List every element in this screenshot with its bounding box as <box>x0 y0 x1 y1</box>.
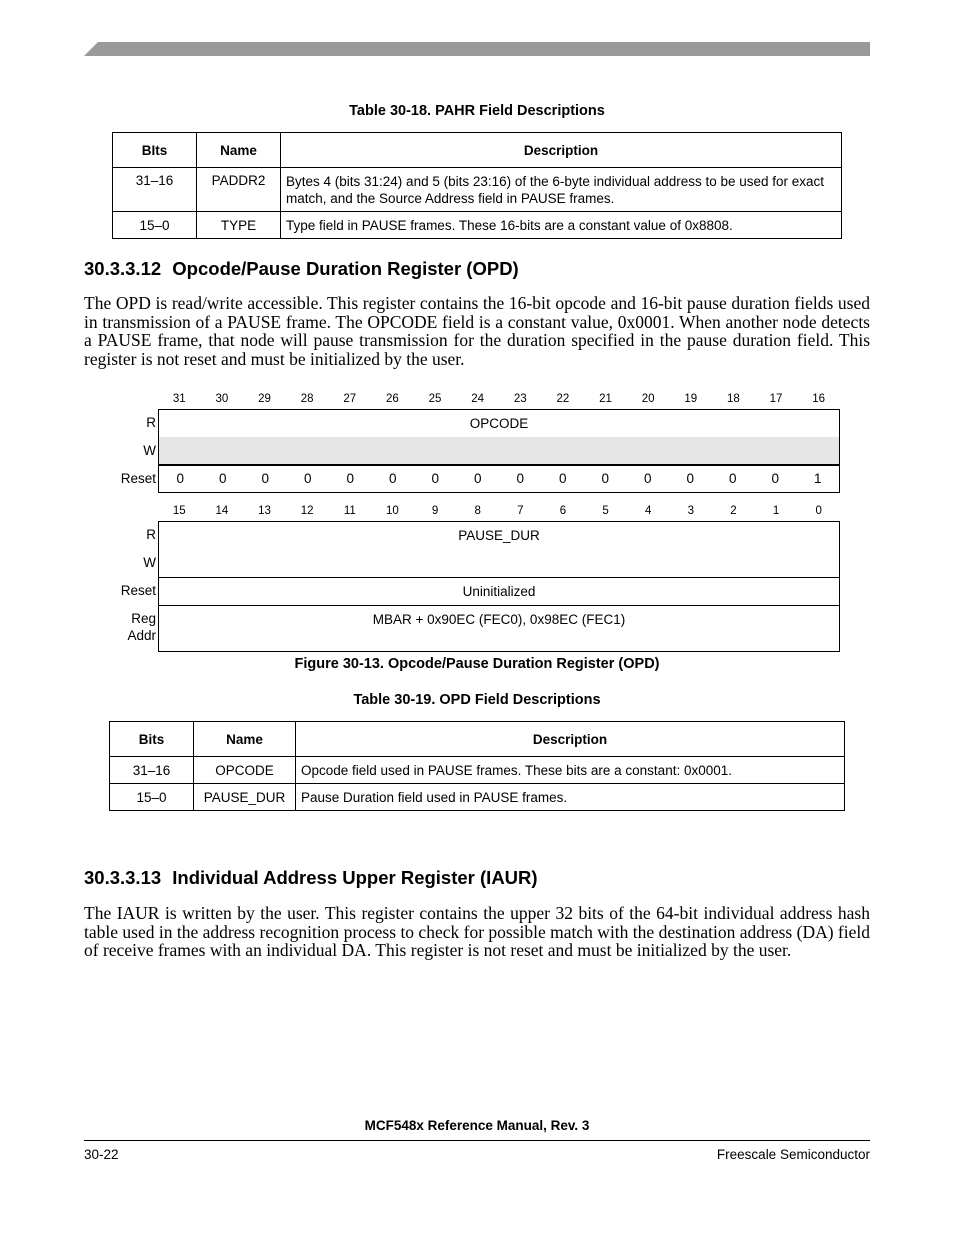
column-header: Name <box>197 133 281 168</box>
figure-caption: Figure 30-13. Opcode/Pause Duration Register (OPD) <box>294 656 660 672</box>
body-paragraph: The IAUR is written by the user. This register contains the upper 32 bits of the 64-bit individual address hash table used in the address recognition process to check for possible match with the destination address (DA) field of receive frames with an individual DA. This register is not reset and must be initialized by the user. <box>84 903 870 960</box>
bit-number: 18 <box>727 393 740 405</box>
bit-number: 3 <box>687 505 695 517</box>
table-row <box>113 212 842 239</box>
row-label-reset: Reset <box>120 583 156 598</box>
bit-number: 19 <box>684 393 698 405</box>
page-number: 30-22 <box>84 1147 119 1162</box>
bit-number: 15 <box>172 505 186 517</box>
bit-number: 11 <box>343 505 356 517</box>
bit-number: 0 <box>815 505 822 517</box>
pause-dur-reset: Uninitialized <box>158 577 840 606</box>
column-header: Description <box>296 722 845 757</box>
bit-number: 31 <box>172 393 186 405</box>
bit-number: 29 <box>258 393 271 405</box>
reset-bit: 1 <box>813 471 822 486</box>
bit-number: 30 <box>215 393 229 405</box>
row-label-reset: Reset <box>120 471 156 486</box>
reset-bit: 0 <box>431 471 439 486</box>
description-cell: Opcode field used in PAUSE frames. These bits are a constant: 0x0001. <box>296 757 845 784</box>
bit-number: 6 <box>559 505 567 517</box>
bit-number: 27 <box>343 393 357 405</box>
name-cell: OPCODE <box>194 757 296 784</box>
footer-company: Freescale Semiconductor <box>716 1147 870 1162</box>
bit-number: 17 <box>769 393 783 405</box>
section-number: 30.3.3.13 <box>84 867 162 888</box>
pause-dur-field: PAUSE_DUR <box>158 521 840 578</box>
bit-number: 28 <box>300 393 314 405</box>
bit-number: 16 <box>812 393 826 405</box>
bit-number-row-lower <box>158 505 840 519</box>
section-title: Individual Address Upper Register (IAUR) <box>172 867 538 888</box>
opcode-reset-row <box>158 465 840 493</box>
bits-cell: 15–0 <box>110 784 194 811</box>
column-header: Description <box>281 133 842 168</box>
name-cell: PADDR2 <box>197 168 281 212</box>
reset-bit: 0 <box>346 471 354 486</box>
footer-divider <box>84 1140 870 1141</box>
footer-manual-title: MCF548x Reference Manual, Rev. 3 <box>364 1118 590 1133</box>
row-label-addr: Addr <box>127 628 156 643</box>
table-row <box>113 168 842 212</box>
body-paragraph: The OPD is read/write accessible. This register contains the 16-bit opcode and 16-bit pause duration fields used in transmission of a PAUSE frame. The OPCODE field is a constant value, 0x0001. When another node detects a PAUSE frame, that node will pause transmission for the duration specified in the pause duration field. This register is not reset and must be initialized by the user. <box>84 293 870 369</box>
bit-number: 9 <box>431 505 439 517</box>
name-cell: TYPE <box>197 212 281 239</box>
reset-bit: 0 <box>516 471 524 486</box>
reset-bit: 0 <box>473 471 482 486</box>
reset-bit: 0 <box>728 471 737 486</box>
section-number: 30.3.3.12 <box>84 258 162 279</box>
reset-bit: 0 <box>643 471 652 486</box>
section-title: Opcode/Pause Duration Register (OPD) <box>172 258 519 279</box>
opcode-field: OPCODE <box>158 409 840 438</box>
table-row <box>110 757 845 784</box>
bit-number: 7 <box>517 505 524 517</box>
table-header-row <box>110 722 845 757</box>
bit-number: 2 <box>730 505 737 517</box>
bit-number: 13 <box>258 505 271 517</box>
row-label-read: R <box>146 527 156 542</box>
bit-number: 26 <box>386 393 399 405</box>
bit-number: 1 <box>772 505 780 517</box>
column-header: BIts <box>113 133 197 168</box>
table-caption: Table 30-18. PAHR Field Descriptions <box>349 103 605 119</box>
bit-number-row-upper <box>158 393 840 407</box>
name-cell: PAUSE_DUR <box>194 784 296 811</box>
bit-number: 20 <box>641 393 655 405</box>
section-heading <box>84 258 519 280</box>
bit-number: 12 <box>300 505 314 517</box>
bit-number: 4 <box>644 505 652 517</box>
bit-number: 24 <box>471 393 485 405</box>
reset-bit: 0 <box>261 471 269 486</box>
table-header-row <box>113 133 842 168</box>
reset-bit: 0 <box>558 471 567 486</box>
row-label-write: W <box>143 443 156 458</box>
bit-number: 25 <box>428 393 442 405</box>
description-cell: Pause Duration field used in PAUSE frames. <box>296 784 845 811</box>
bit-number: 10 <box>386 505 399 517</box>
reset-bit: 0 <box>303 471 312 486</box>
bits-cell: 31–16 <box>113 168 197 212</box>
section-heading <box>84 867 538 889</box>
reset-bit: 0 <box>218 471 227 486</box>
description-cell: Type field in PAUSE frames. These 16-bits are a constant value of 0x8808. <box>281 212 842 239</box>
header-bar <box>84 42 870 56</box>
column-header: Name <box>194 722 296 757</box>
bit-number: 8 <box>474 505 481 517</box>
opd-field-table <box>109 721 845 811</box>
row-label-reg: Reg <box>131 611 156 626</box>
bit-number: 21 <box>599 393 612 405</box>
table-row <box>110 784 845 811</box>
reset-bit: 0 <box>176 471 184 486</box>
reset-bit: 0 <box>601 471 609 486</box>
reset-bit: 0 <box>686 471 694 486</box>
table-caption: Table 30-19. OPD Field Descriptions <box>353 692 601 708</box>
bit-number: 5 <box>602 505 609 517</box>
row-label-write: W <box>143 555 156 570</box>
pahr-field-table <box>112 132 842 239</box>
register-address: MBAR + 0x90EC (FEC0), 0x98EC (FEC1) <box>158 605 840 652</box>
description-cell: Bytes 4 (bits 31:24) and 5 (bits 23:16) of the 6-byte individual address to be used for exact match, and the Source Address field in PAUSE frames. <box>281 168 842 212</box>
reset-bit: 0 <box>771 471 779 486</box>
reset-bit: 0 <box>388 471 397 486</box>
opcode-write-row <box>158 437 840 465</box>
bit-number: 14 <box>215 505 229 517</box>
bit-number: 22 <box>556 393 570 405</box>
column-header: Bits <box>110 722 194 757</box>
bits-cell: 31–16 <box>110 757 194 784</box>
bits-cell: 15–0 <box>113 212 197 239</box>
row-label-read: R <box>146 415 156 430</box>
bit-number: 23 <box>513 393 527 405</box>
